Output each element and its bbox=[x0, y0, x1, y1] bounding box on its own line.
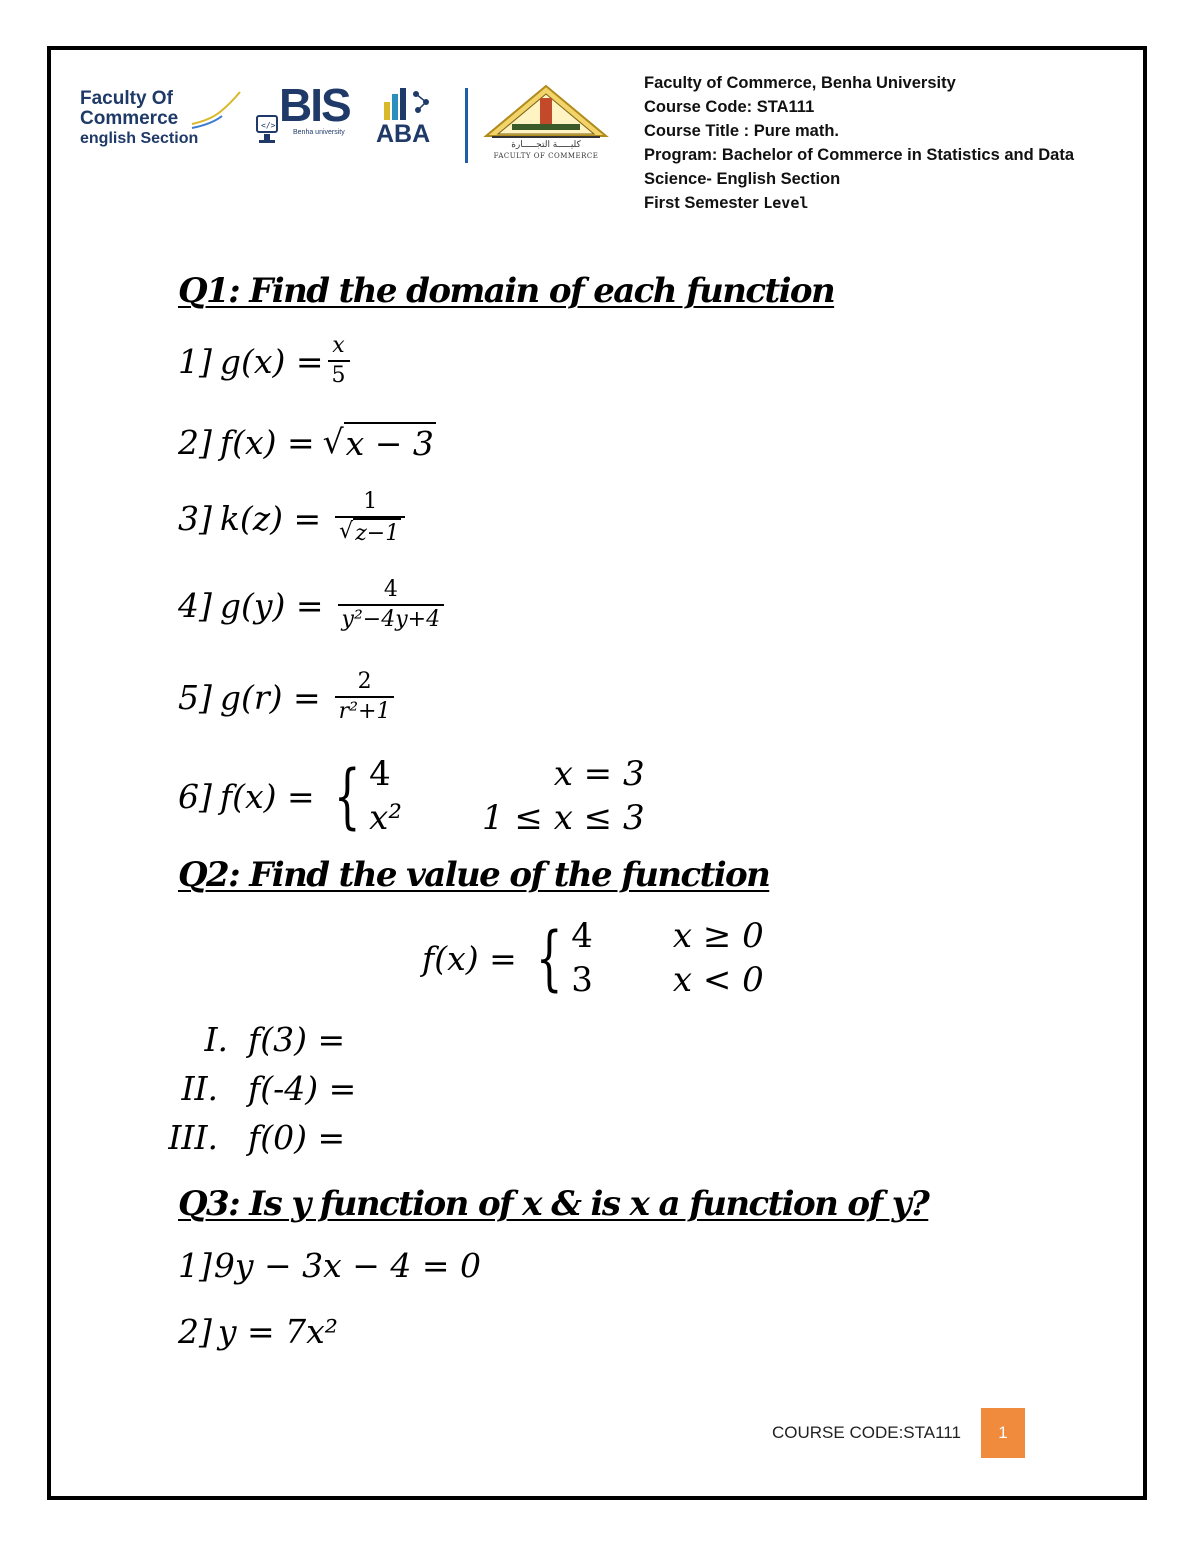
numerator: 1 bbox=[363, 489, 378, 514]
denominator: y²−4y+4 bbox=[338, 604, 445, 634]
case-value: 3 bbox=[571, 960, 593, 1000]
function-lhs: f(x) = bbox=[422, 938, 517, 978]
piecewise-cases bbox=[369, 752, 644, 840]
program-line: Program: Bachelor of Commerce in Statistics and Data bbox=[644, 146, 1075, 164]
footer-course-code: COURSE CODE:STA111 bbox=[772, 1423, 961, 1442]
item-label: 2] bbox=[178, 1312, 212, 1351]
item-expression: y = 7x² bbox=[217, 1312, 338, 1351]
course-info bbox=[644, 71, 1124, 215]
denominator bbox=[335, 516, 405, 548]
radicand: z−1 bbox=[353, 518, 401, 548]
item-label: 1] bbox=[178, 341, 212, 381]
case-value: 4 bbox=[369, 754, 391, 794]
left-brace-icon: { bbox=[333, 755, 361, 837]
swoosh-icon bbox=[190, 90, 245, 130]
fraction bbox=[328, 332, 350, 390]
university-line: Faculty of Commerce, Benha University bbox=[644, 74, 956, 92]
q1-item-4 bbox=[178, 576, 448, 634]
radicand: x − 3 bbox=[345, 424, 434, 463]
item-lhs: g(r) = bbox=[219, 677, 321, 717]
logo-bis-text: BIS bbox=[279, 79, 350, 131]
q1-item-5 bbox=[178, 668, 398, 726]
course-code-line: Course Code: STA111 bbox=[644, 98, 815, 116]
logo-fc-english: FACULTY OF COMMERCE bbox=[493, 152, 599, 160]
radical-sign-icon: √ bbox=[322, 422, 344, 461]
case-value: 4 bbox=[571, 916, 593, 956]
item-label: 2] bbox=[178, 423, 212, 462]
logo-fc-arabic: كليـــــة التجـــــارة bbox=[511, 140, 581, 150]
piecewise-cases bbox=[571, 914, 764, 1002]
bar-chart-icon bbox=[370, 84, 440, 124]
pyramid-emblem-icon bbox=[482, 84, 610, 140]
denominator: r²+1 bbox=[335, 696, 395, 726]
faculty-of-commerce-logo bbox=[80, 88, 245, 158]
aba-logo bbox=[370, 84, 440, 154]
q2-part-number: II. bbox=[181, 1069, 218, 1108]
denominator: 5 bbox=[328, 360, 350, 390]
q3-item-1 bbox=[178, 1246, 481, 1285]
q1-heading: Q1: Find the domain of each function bbox=[178, 271, 835, 311]
logo-divider bbox=[465, 88, 468, 163]
case-condition: x < 0 bbox=[672, 960, 764, 1000]
q2-heading: Q2: Find the value of the function bbox=[178, 855, 770, 895]
logo-foc-line3: english Section bbox=[80, 130, 199, 147]
q2-part-number: I. bbox=[204, 1020, 228, 1059]
semester-line: First Semester Level bbox=[644, 194, 809, 212]
q2-part-expression: f(-4) = bbox=[248, 1069, 357, 1108]
page-number-badge: 1 bbox=[981, 1408, 1025, 1458]
fraction bbox=[335, 668, 395, 726]
item-lhs: g(y) = bbox=[219, 585, 324, 625]
square-root bbox=[323, 422, 436, 463]
logo-bis-sub: Benha university bbox=[293, 129, 345, 136]
faculty-of-commerce-emblem bbox=[480, 84, 612, 166]
radical-sign-icon: √ bbox=[339, 519, 354, 544]
q3-item-2 bbox=[178, 1312, 338, 1351]
q2-part-expression: f(3) = bbox=[248, 1020, 346, 1059]
level-word: Level bbox=[763, 194, 809, 212]
item-lhs: f(x) = bbox=[219, 423, 315, 462]
q1-item-3 bbox=[178, 488, 409, 548]
left-brace-icon: { bbox=[535, 917, 563, 999]
fraction bbox=[335, 488, 405, 548]
q1-item-1 bbox=[178, 332, 354, 390]
item-label: 5] bbox=[178, 677, 212, 717]
item-expression: 9y − 3x − 4 = 0 bbox=[213, 1246, 482, 1285]
item-lhs: f(x) = bbox=[219, 776, 315, 816]
logo-foc-line2: Commerce bbox=[80, 108, 179, 129]
program-line-cont: Science- English Section bbox=[644, 170, 841, 188]
q2-function-definition bbox=[422, 914, 764, 1002]
case-condition: x = 3 bbox=[553, 754, 645, 794]
q1-item-6 bbox=[178, 752, 645, 840]
q3-heading: Q3: Is y function of x & is x a function of y? bbox=[178, 1184, 929, 1224]
logo-foc-line1: Faculty Of bbox=[80, 88, 173, 109]
course-title-line: Course Title : Pure math. bbox=[644, 122, 839, 140]
case-condition: 1 ≤ x ≤ 3 bbox=[481, 798, 645, 838]
logo-aba-text: ABA bbox=[376, 120, 431, 148]
q2-part-expression: f(0) = bbox=[248, 1118, 346, 1157]
numerator: 2 bbox=[357, 669, 372, 694]
item-label: 1] bbox=[178, 1246, 212, 1285]
numerator: x bbox=[332, 333, 345, 358]
case-condition: x ≥ 0 bbox=[672, 916, 764, 956]
svg-text:</>: </> bbox=[261, 121, 276, 130]
numerator: 4 bbox=[383, 577, 398, 602]
item-lhs: g(x) = bbox=[219, 341, 324, 381]
item-lhs: k(z) = bbox=[219, 498, 322, 538]
item-label: 4] bbox=[178, 585, 212, 625]
item-label: 3] bbox=[178, 498, 212, 538]
q1-item-2 bbox=[178, 422, 436, 463]
fraction bbox=[338, 576, 445, 634]
case-value: x² bbox=[369, 798, 402, 838]
q2-part-number: III. bbox=[168, 1118, 218, 1157]
item-label: 6] bbox=[178, 776, 212, 816]
bis-logo bbox=[255, 79, 355, 154]
